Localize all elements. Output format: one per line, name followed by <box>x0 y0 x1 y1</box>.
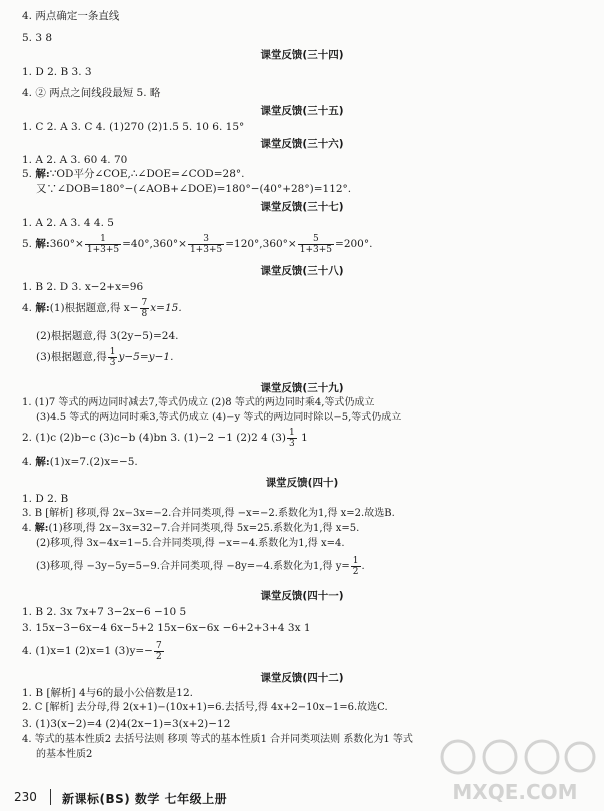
denominator: 1+3+5 <box>189 244 223 255</box>
answer-text: y−5=y−1. <box>118 351 174 363</box>
section-heading: 课堂反馈(三十七) <box>260 201 344 213</box>
numerator: 5 <box>298 234 334 245</box>
answer-line: 1. (1)7 等式的两边同时减去7,等式仍成立 (2)8 等式的两边同时乘4,等式仍成立 <box>22 397 375 408</box>
answer-text: =40°,360°× <box>122 238 187 250</box>
answer-line <box>36 345 173 369</box>
answer-line: 4. 两点确定一条直线 <box>22 10 120 22</box>
answer-text: 4. (1)x=1 (2)x=1 (3)y=− <box>22 645 153 657</box>
answer-text: 2. (1)c (2)b−c (3)c−b (4)bn 3. (1)−2 −1 (2)2 4 (3) <box>22 432 287 444</box>
solution-label: 解: <box>34 523 49 534</box>
denominator: 2 <box>155 651 162 662</box>
book-title: 新课标(BS) 数学 七年级上册 <box>62 792 228 806</box>
section-heading: 课堂反馈(四十一) <box>260 590 344 602</box>
answer-text: (1)移项,得 2x−3x=32−7.合并同类项,得 5x=25.系数化为1,得 x=5. <box>48 523 360 534</box>
answer-line <box>22 522 359 536</box>
answer-line <box>22 232 372 256</box>
numerator: 1 <box>109 346 116 357</box>
denominator: 3 <box>289 438 295 449</box>
answer-text: =200°. <box>335 238 373 250</box>
answer-line <box>22 426 308 450</box>
fraction <box>298 234 334 255</box>
answer-text: (1)x=7.(2)x=−5. <box>49 456 138 468</box>
answer-line: 1. B 2. D 3. x−2+x=96 <box>22 281 144 293</box>
solution-label: 解: <box>35 168 50 180</box>
answer-line: 的基本性质2 <box>36 749 93 760</box>
denominator: 2 <box>352 567 359 577</box>
answer-line <box>22 455 138 469</box>
fraction <box>188 234 224 255</box>
section-heading: 课堂反馈(三十五) <box>260 105 344 117</box>
watermark-text: MXQE.COM <box>452 780 578 804</box>
footer-divider <box>50 789 51 805</box>
page-number: 230 <box>14 790 37 804</box>
section-heading: 课堂反馈(三十六) <box>260 138 344 150</box>
answer-text: x=15. <box>150 302 182 314</box>
numerator: 1 <box>289 427 295 438</box>
solution-label: 解: <box>35 456 50 468</box>
answer-line: 1. B 2. 3x 7x+7 3−2x−6 −10 5 <box>22 606 187 618</box>
answer-text: =120°,360°× <box>225 238 297 250</box>
section-heading: 课堂反馈(四十二) <box>260 672 344 684</box>
answer-line: 2. C [解析] 去分母,得 2(x+1)−(10x+1)=6.去括号,得 4x+2−10x−1=6.故选C. <box>22 702 388 713</box>
denominator: 1+3+5 <box>299 244 333 255</box>
answer-line: (2)根据题意,得 3(2y−5)=24. <box>36 330 179 342</box>
answer-line: 又∵∠DOB=180°−(∠AOB+∠DOE)=180°−(40°+28°)=112°. <box>36 183 352 195</box>
answer-text: (1)根据题意,得 x− <box>49 302 139 314</box>
item-number: 4. <box>22 302 36 314</box>
fraction <box>287 428 297 449</box>
answer-text: 360°× <box>49 238 84 250</box>
section-heading: 课堂反馈(三十九) <box>260 382 344 394</box>
answer-line <box>22 296 182 320</box>
fraction <box>140 298 150 319</box>
answer-line: 3. (1)3(x−2)=4 (2)4(2x−1)=3(x+2)−12 <box>22 718 231 730</box>
answer-line: 3. 15x−3−6x−4 6x−5+2 15x−6x−6x −6+2+3+4 3x 1 <box>22 622 311 634</box>
answer-line: (2)移项,得 3x−4x=1−5.合并同类项,得 −x=−4.系数化为1,得 x=4. <box>36 538 345 549</box>
answer-line: 4. ② 两点之间线段最短 5. 略 <box>22 87 161 99</box>
answer-line: 1. B [解析] 4与6的最小公倍数是12. <box>22 687 193 699</box>
answer-line <box>22 167 244 181</box>
fraction <box>85 234 121 255</box>
section-heading: 课堂反馈(四十) <box>265 477 339 489</box>
numerator: 1 <box>85 234 121 245</box>
item-number: 5. <box>22 238 36 250</box>
answer-line: 1. D 2. B <box>22 493 69 505</box>
answer-line <box>36 555 365 579</box>
denominator: 1+3+5 <box>86 244 120 255</box>
numerator: 7 <box>155 640 162 651</box>
fraction <box>108 347 118 368</box>
solution-label: 解: <box>35 302 50 314</box>
fraction <box>154 641 164 662</box>
answer-text: (3)移项,得 −3y−5y=5−9.合并同类项,得 −8y=−4.系数化为1,得 y= <box>36 561 350 572</box>
item-number: 5. <box>22 168 36 180</box>
page-footer <box>0 783 604 811</box>
answer-text: . <box>361 561 365 572</box>
answer-line: 1. C 2. A 3. C 4. (1)270 (2)1.5 5. 10 6. 15° <box>22 121 245 133</box>
answer-text: ∵OD平分∠COE,∴∠DOE=∠COD=28°. <box>49 168 245 180</box>
answer-text: 1 <box>297 432 308 444</box>
numerator: 3 <box>188 234 224 245</box>
answer-line: 1. A 2. A 3. 60 4. 70 <box>22 154 128 166</box>
answer-line: 3. B [解析] 移项,得 2x−3x=−2.合并同类项,得 −x=−2.系数化为1,得 x=2.故选B. <box>22 508 395 519</box>
item-number: 4. <box>22 456 36 468</box>
answer-line: 1. D 2. B 3. 3 <box>22 66 92 78</box>
answer-line <box>22 639 165 663</box>
numerator: 7 <box>141 297 148 308</box>
answer-line: 4. 等式的基本性质2 去括号法则 移项 等式的基本性质1 合并同类项法则 系数化为1 等式 <box>22 734 413 745</box>
numerator: 1 <box>352 556 359 566</box>
solution-label: 解: <box>35 238 50 250</box>
answer-line: 5. 3 8 <box>22 32 53 44</box>
denominator: 3 <box>109 357 116 368</box>
answer-text: (3)根据题意,得 <box>36 351 107 363</box>
section-heading: 课堂反馈(三十八) <box>260 265 344 277</box>
fraction <box>351 556 361 577</box>
denominator: 8 <box>141 308 148 319</box>
section-heading: 课堂反馈(三十四) <box>260 49 344 61</box>
item-number: 4. <box>22 523 35 534</box>
answer-line: (3)4.5 等式的两边同时乘3,等式仍成立 (4)−y 等式的两边同时除以−5,等式仍成立 <box>36 412 402 423</box>
answer-line: 1. A 2. A 3. 4 4. 5 <box>22 217 114 229</box>
